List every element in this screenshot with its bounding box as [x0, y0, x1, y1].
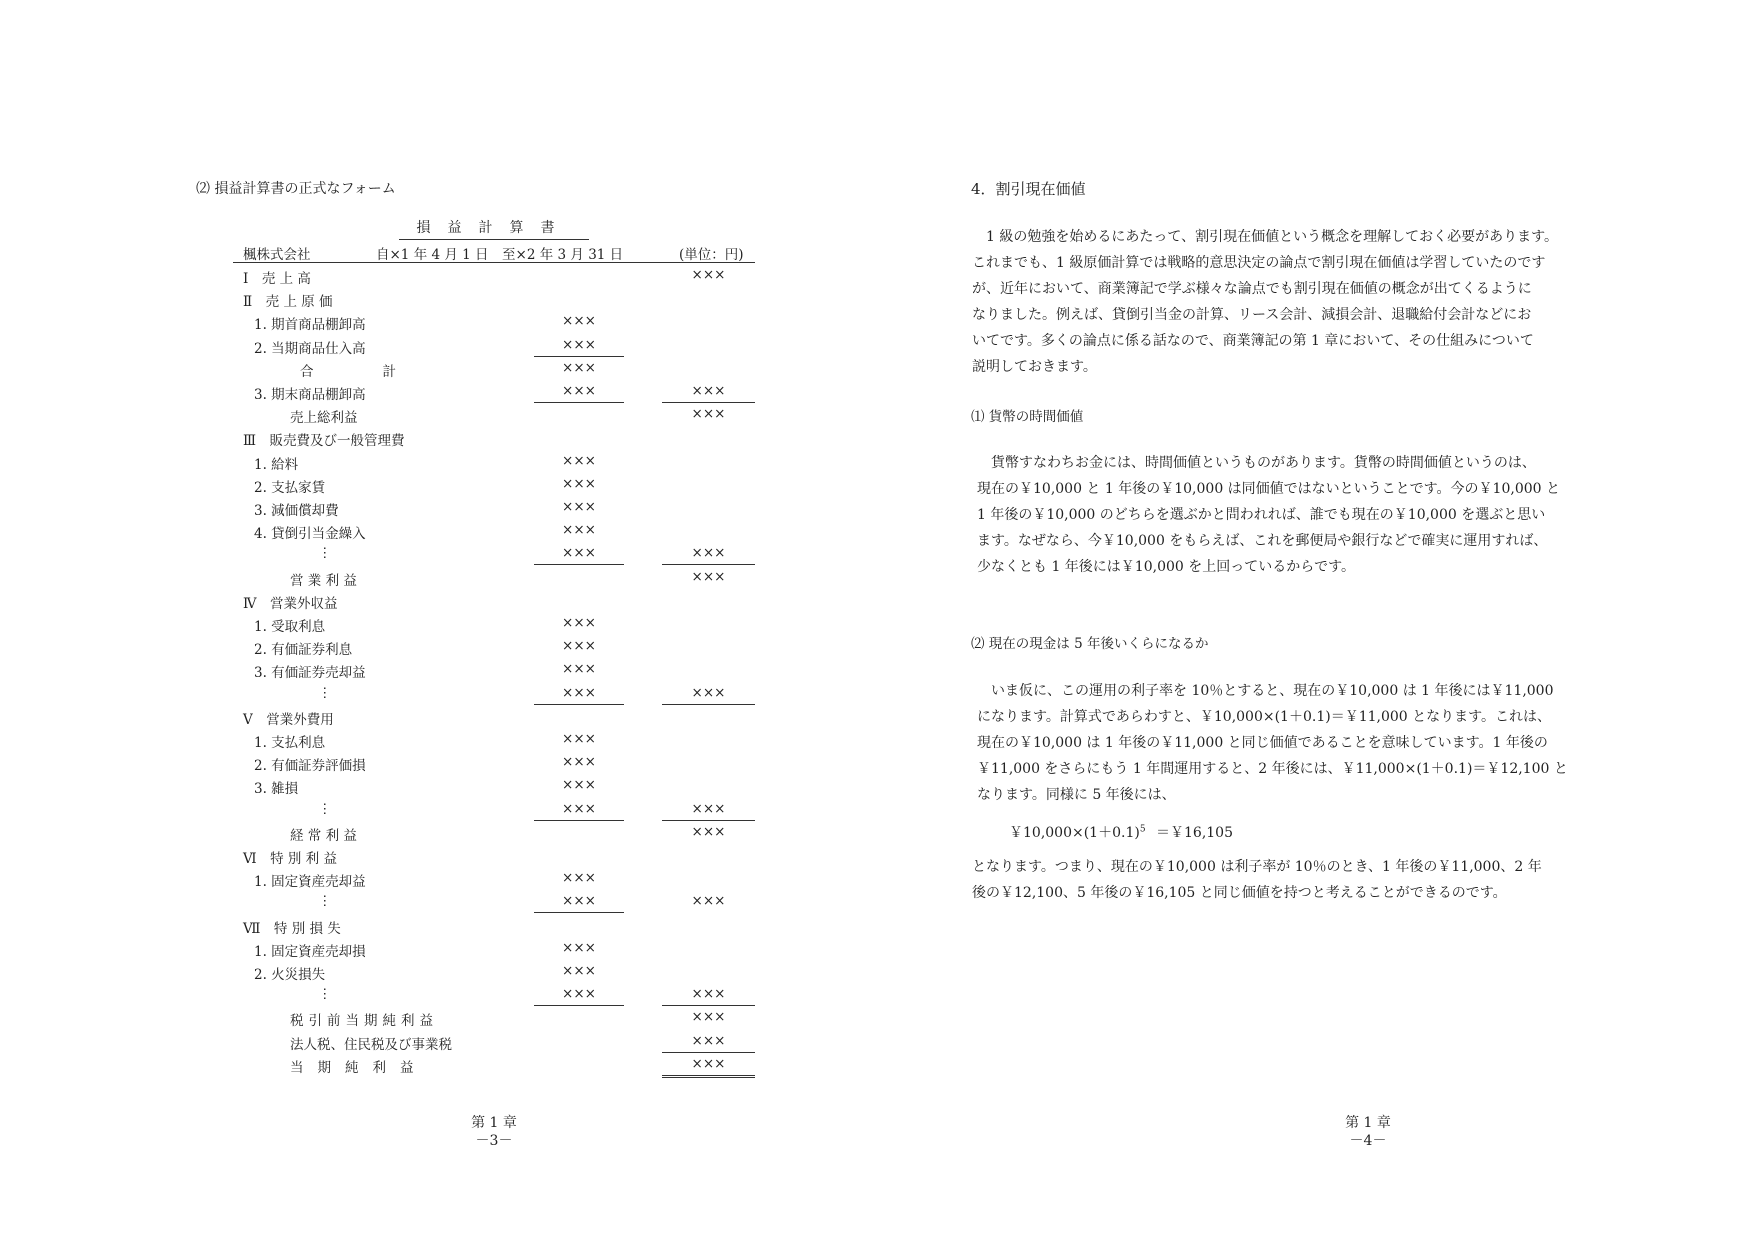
row-amount-inner: ××× [562, 870, 596, 887]
statement-row [0, 265, 877, 288]
row-label: 3. 有価証券売却益 [254, 665, 366, 682]
row-amount-inner: ××× [562, 313, 596, 330]
row-amount-inner: ××× [562, 661, 596, 678]
row-amount-total: ××× [691, 823, 726, 840]
row-amount-inner: ××× [562, 452, 596, 469]
formula-main: ￥10,000×(1＋0.1) [1009, 825, 1140, 841]
statement-row [0, 822, 877, 845]
paragraph-line: なります。同様に 5 年後には、 [977, 787, 1176, 803]
compound-formula [1009, 822, 1233, 842]
paragraph-line: 1 級の勉強を始めるにあたって、割引現在価値という概念を理解しておく必要があります。 [986, 229, 1558, 245]
closing-paragraph [972, 854, 1542, 906]
row-label: Ⅵ 特 別 利 益 [243, 851, 337, 867]
row-amount-total: ××× [662, 545, 755, 565]
row-label: 税引前当期純利益 [290, 1013, 438, 1030]
row-amount-inner: ××× [534, 801, 624, 821]
statement-row [0, 288, 877, 311]
row-label: 当期純利益 [290, 1059, 428, 1076]
row-amount-total: ××× [662, 383, 755, 403]
paragraph-line: 現在の￥10,000 と 1 年後の￥10,000 は同価値ではないということです。今の￥10,000 と [977, 481, 1560, 497]
row-amount-inner: ××× [562, 615, 596, 631]
statement-row [0, 938, 877, 961]
statement-row [0, 567, 877, 590]
row-label: ⋮ [318, 800, 332, 817]
statement-row [0, 845, 877, 868]
row-label: Ⅲ 販売費及び一般管理費 [243, 433, 405, 450]
statement-row [0, 543, 877, 566]
paragraph-line: いてです。多くの論点に係る話なので、商業簿記の第 1 章において、その仕組みについて [972, 333, 1534, 349]
left-page [0, 0, 877, 1241]
paragraph-line: なりました。例えば、貸倒引当金の計算、リース会計、減損会計、退職給付会計などにお [972, 307, 1532, 323]
row-label: ⋮ [318, 684, 332, 701]
row-label: 1. 固定資産売却益 [254, 874, 366, 891]
row-label: Ⅳ 営業外収益 [243, 595, 338, 612]
row-label: 1. 期首商品棚卸高 [254, 317, 366, 334]
statement-row [0, 358, 877, 381]
paragraph-line: 貨幣すなわちお金には、時間価値というものがあります。貨幣の時間価値というのは、 [991, 455, 1536, 471]
statement-row [0, 683, 877, 706]
row-amount-total: ××× [691, 267, 726, 283]
statement-row [0, 961, 877, 984]
row-label: 3. 期末商品棚卸高 [254, 387, 366, 403]
row-label: ⋮ [318, 986, 332, 1003]
statement-row [0, 984, 877, 1007]
header-rule [233, 262, 755, 263]
intro-paragraph [972, 224, 1558, 380]
statement-row [0, 915, 877, 938]
statement-row [0, 427, 877, 450]
row-amount-total: ××× [662, 685, 755, 705]
footer-page-number: －4－ [1349, 1133, 1387, 1149]
statement-row [0, 1054, 877, 1077]
statement-row [0, 659, 877, 682]
row-label: 1. 給料 [254, 456, 299, 473]
statement-title: 損益計算書 [399, 217, 589, 240]
formula-result: ＝￥16,105 [1156, 825, 1233, 841]
row-amount-total: ××× [691, 1009, 726, 1026]
row-label: 2. 有価証券評価損 [254, 758, 366, 775]
row-label: ⋮ [318, 545, 332, 562]
statement-row [0, 636, 877, 659]
statement-row [0, 381, 877, 404]
row-amount-total: ××× [662, 801, 755, 821]
row-label: 法人税、住民税及び事業税 [290, 1036, 452, 1053]
section-heading: ⑵ 損益計算書の正式なフォーム [196, 181, 396, 197]
paragraph-line: いま仮に、この運用の利子率を 10％とすると、現在の￥10,000 は 1 年後には￥11,000 [991, 683, 1554, 699]
statement-row [0, 891, 877, 914]
statement-row [0, 799, 877, 822]
paragraph-line: が、近年において、商業簿記で学ぶ様々な論点でも割引現在価値の概念が出てくるように [972, 281, 1532, 297]
row-label: 2. 当期商品仕入高 [254, 340, 366, 357]
row-amount-inner: ××× [534, 986, 624, 1006]
row-label: 経 常 利 益 [290, 827, 357, 844]
formula-exponent: 5 [1139, 824, 1146, 835]
row-label: 3. 減価償却費 [254, 503, 339, 519]
row-label: 4. 貸倒引当金繰入 [254, 526, 366, 543]
row-amount-inner: ××× [534, 383, 624, 403]
paragraph-line: 現在の￥10,000 は 1 年後の￥11,000 と同じ価値であることを意味しています。1 年後の [977, 735, 1548, 751]
paragraph-line: これまでも、1 級原価計算では戦略的意思決定の論点で割引現在価値は学習していたのです [972, 255, 1546, 271]
row-label: 1. 受取利息 [254, 619, 326, 635]
row-label: Ⅰ 売 上 高 [243, 271, 311, 287]
row-amount-total: ××× [691, 406, 726, 423]
row-label: 2. 有価証券利息 [254, 642, 353, 659]
row-label: 1. 固定資産売却損 [254, 943, 366, 960]
statement-row [0, 497, 877, 520]
row-label: 売上総利益 [290, 410, 358, 427]
right-page [877, 0, 1755, 1241]
section-heading: 4．割引現在価値 [971, 180, 1086, 198]
statement-row [0, 1031, 877, 1054]
statement-row [0, 590, 877, 613]
paragraph-line: 後の￥12,100、5 年後の￥16,105 と同じ価値を持つと考えることができるのです。 [972, 885, 1507, 901]
row-label: ⋮ [318, 893, 332, 910]
subsection-heading: ⑵ 現在の現金は 5 年後いくらになるか [971, 636, 1209, 652]
row-amount-total: ××× [691, 893, 726, 910]
row-amount-inner: ××× [562, 731, 596, 747]
row-label: Ⅶ 特 別 損 失 [243, 920, 341, 937]
statement-row [0, 729, 877, 752]
statement-row [0, 335, 877, 358]
company-name: 楓株式会社 [243, 247, 311, 263]
row-amount-total: ××× [662, 1033, 755, 1053]
statement-row [0, 520, 877, 543]
paragraph-line: 説明しておきます。 [972, 359, 1097, 375]
row-amount-inner: ××× [562, 359, 596, 376]
row-label: Ⅴ 営業外費用 [243, 711, 334, 728]
row-amount-total: ××× [662, 986, 755, 1006]
statement-row [0, 752, 877, 775]
statement-row [0, 706, 877, 729]
row-amount-inner: ××× [562, 963, 596, 979]
row-amount-inner: ××× [534, 337, 624, 357]
row-amount-inner: ××× [562, 475, 596, 492]
future-value-paragraph [977, 678, 1568, 808]
paragraph-line: になります。計算式であらわすと、￥10,000×(1＋0.1)＝￥11,000 となります。これは、 [977, 709, 1552, 725]
paragraph-line: となります。つまり、現在の￥10,000 は利子率が 10％のとき、1 年後の￥11,000、2 年 [972, 859, 1542, 875]
row-amount-inner: ××× [562, 522, 596, 539]
paragraph-line: 少なくとも 1 年後には￥10,000 を上回っているからです。 [977, 559, 1355, 575]
row-amount-inner: ××× [562, 499, 596, 515]
accounting-period: 自×1 年 4 月 1 日 至×2 年 3 月 31 日 [376, 247, 624, 263]
statement-row [0, 613, 877, 636]
paragraph-line: ￥11,000 をさらにもう 1 年間運用すると、2 年後には、￥11,000×(1＋0.1)＝￥12,100 と [977, 761, 1568, 777]
time-value-paragraph [977, 450, 1560, 580]
row-label: 2. 支払家賃 [254, 479, 326, 496]
subsection-heading: ⑴ 貨幣の時間価値 [971, 409, 1084, 425]
statement-row [0, 404, 877, 427]
row-amount-inner: ××× [534, 685, 624, 705]
footer-page-number: －3－ [475, 1133, 513, 1149]
paragraph-line: ます。なぜなら、今￥10,000 をもらえば、これを郵便局や銀行などで確実に運用すれば、 [977, 533, 1548, 549]
statement-row [0, 868, 877, 891]
footer-chapter: 第 1 章 [471, 1115, 517, 1131]
row-label: 営 業 利 益 [290, 572, 357, 589]
row-amount-inner: ××× [562, 939, 596, 956]
statement-row [0, 311, 877, 334]
statement-row [0, 451, 877, 474]
row-amount-total: ××× [662, 1056, 755, 1078]
statement-row [0, 1007, 877, 1030]
statement-row [0, 775, 877, 798]
footer-chapter: 第 1 章 [1345, 1115, 1391, 1131]
paragraph-line: 1 年後の￥10,000 のどちらを選ぶかと問われれば、誰でも現在の￥10,000 を選ぶと思い [977, 507, 1546, 523]
row-label: 合 計 [300, 363, 410, 380]
row-amount-inner: ××× [562, 777, 596, 794]
row-amount-inner: ××× [562, 638, 596, 655]
row-amount-total: ××× [691, 568, 726, 585]
row-amount-inner: ××× [534, 893, 624, 913]
row-label: 1. 支払利息 [254, 735, 326, 751]
row-amount-inner: ××× [534, 545, 624, 565]
unit-label: (単位：円) [679, 247, 744, 263]
row-amount-inner: ××× [562, 754, 596, 771]
statement-row [0, 474, 877, 497]
row-label: Ⅱ 売 上 原 価 [243, 294, 333, 311]
row-label: 2. 火災損失 [254, 967, 326, 983]
row-label: 3. 雑損 [254, 781, 299, 798]
